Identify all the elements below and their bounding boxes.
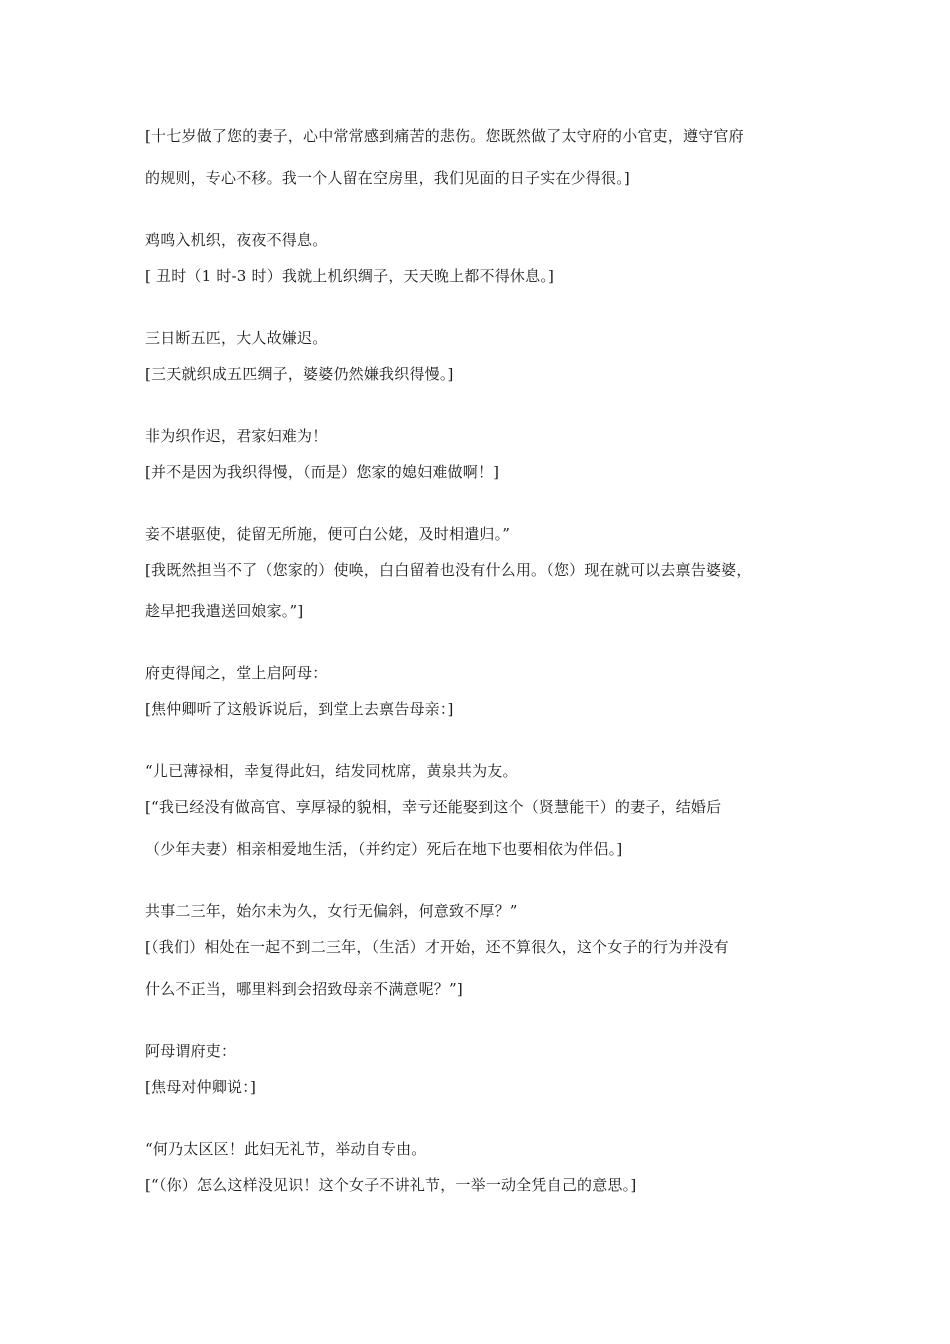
- text-line: [（我们）相处在一起不到二三年，（生活）才开始，还不算很久，这个女子的行为并没有: [145, 938, 729, 956]
- text-line: 非为织作迟，君家妇难为！: [145, 427, 328, 445]
- text-line: “儿已薄禄相，幸复得此妇，结发同枕席，黄泉共为友。: [145, 762, 518, 780]
- text-line: 趁早把我遣送回娘家。”]: [145, 602, 304, 620]
- text-line: “何乃太区区！此妇无礼节，举动自专由。: [145, 1140, 427, 1158]
- text-line: [并不是因为我织得慢，（而是）您家的媳妇难做啊！]: [145, 463, 500, 481]
- text-line: [“我已经没有做高官、享厚禄的貌相，幸亏还能娶到这个（贤慧能干）的妻子，结婚后: [145, 798, 722, 816]
- text-line: 的规则，专心不移。我一个人留在空房里，我们见面的日子实在少得很。]: [145, 169, 630, 187]
- text-line: [ 丑时（1 时-3 时）我就上机织绸子，天天晚上都不得休息。]: [145, 267, 555, 285]
- text-line: 什么不正当，哪里料到会招致母亲不满意呢？”]: [145, 980, 463, 998]
- text-line: 阿母谓府吏：: [145, 1042, 237, 1060]
- text-line: （少年夫妻）相亲相爱地生活，（并约定）死后在地下也要相依为伴侣。]: [145, 840, 623, 858]
- text-line: 府吏得闻之，堂上启阿母：: [145, 664, 328, 682]
- text-line: [三天就织成五匹绸子，婆婆仍然嫌我织得慢。]: [145, 365, 454, 383]
- text-line: [“（你）怎么这样没见识！这个女子不讲礼节，一举一动全凭自己的意思。]: [145, 1176, 637, 1194]
- text-line: 鸡鸣入机织，夜夜不得息。: [145, 231, 328, 249]
- text-line: [焦母对仲卿说：]: [145, 1078, 257, 1096]
- text-line: 妾不堪驱使，徒留无所施，便可白公姥，及时相遣归。”: [145, 525, 511, 543]
- text-line: [焦仲卿听了这般诉说后，到堂上去禀告母亲：]: [145, 700, 454, 718]
- text-line: 三日断五匹，大人故嫌迟。: [145, 329, 328, 347]
- text-line: [我既然担当不了（您家的）使唤，白白留着也没有什么用。（您）现在就可以去禀告婆婆，: [145, 561, 752, 579]
- text-line: 共事二三年，始尔未为久，女行无偏斜，何意致不厚？”: [145, 902, 518, 920]
- text-line: [十七岁做了您的妻子，心中常常感到痛苦的悲伤。您既然做了太守府的小官吏，遵守官府: [145, 127, 744, 145]
